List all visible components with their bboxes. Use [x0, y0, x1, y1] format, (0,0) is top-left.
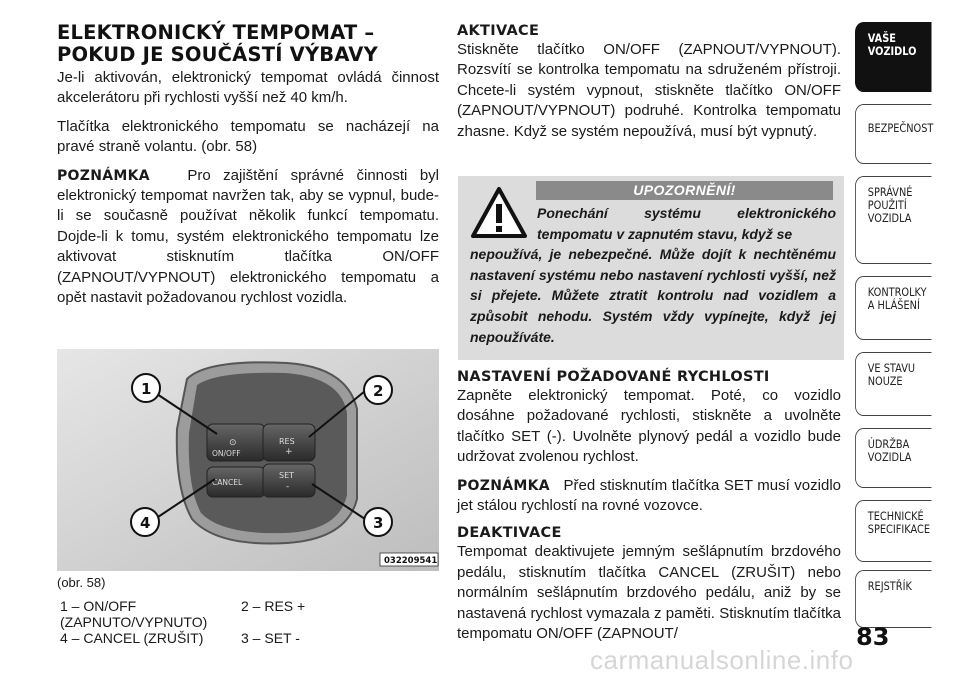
callout-1: 1: [141, 380, 152, 398]
tab-ve-stavu-nouze[interactable]: VE STAVU NOUZE: [855, 352, 932, 416]
intro-paragraph: Je-li aktivován, elektronický tempomat ovládá činnost akcelerátoru při rychlosti vyšší než 40 km/h.: [57, 69, 439, 107]
tab-vase-vozidlo[interactable]: VAŠE VOZIDLO: [855, 22, 932, 92]
callout-4: 4: [140, 514, 151, 532]
res-button-label: RES: [279, 437, 295, 446]
warning-text: [470, 203, 836, 347]
warning-title: UPOZORNĚNÍ!: [536, 181, 833, 200]
right-note-text: Před stisknutím tlačítka SET musí vozidlo jet stálou rychlostí na rovné vozovce.: [457, 476, 841, 515]
warning-box: [458, 176, 844, 360]
warning-text-rest: nepoužívá, je nebezpečné. Může dojít k nechtěnému nastavení systému nebo nastavení rychlosti vyšší, než si přejete. Můžete ztratit kontrolu nad vozidlem a způsobit nehodu. Systém vždy vypínejte, když jej nepoužíváte.: [470, 246, 836, 345]
deactivation-heading: DEAKTIVACE: [457, 525, 562, 542]
svg-text:⊙: ⊙: [229, 438, 237, 448]
callout-2: 2: [373, 382, 384, 400]
watermark: carmanualsonline.info: [590, 645, 854, 675]
page-number: 83: [856, 623, 890, 651]
legend-item-1: 1 – ON/OFF: [60, 598, 137, 614]
tab-technicke-specifikace[interactable]: TECHNICKÉ SPECIFIKACE: [855, 500, 932, 562]
deactivation-text: Tempomat deaktivujete jemným sešlápnutím brzdového pedálu, stisknutím tlačítka CANCEL (ZRUŠIT) nebo normálním sešlápnutím brzdového pedálu, aniž by se nastavená rychlost vymazala z paměti. Stisknutím tlačítka tempomatu ON/OFF (ZAPNOUT/: [457, 543, 841, 643]
note-text: Pro zajištění správné činnosti byl elektronický tempomat navržen tak, aby se vypnul, bude-li se současně používat několik funkcí tempomatu. Dojde-li k tomu, systém elektronického tempomatu lze aktivovat stisknutím tlačítka ON/OFF (ZAPNOUT/VYPNOUT) elektronického tempomatu a opět nastavit požadovanou rychlost vozidla.: [57, 166, 439, 307]
cancel-button-label: CANCEL: [212, 478, 243, 487]
set-speed-heading: NASTAVENÍ POŽADOVANÉ RYCHLOSTI: [457, 369, 770, 385]
section-title-line2: POKUD JE SOUČÁSTÍ VÝBAVY: [57, 43, 378, 66]
legend-item-2: 2 – RES +: [241, 598, 306, 614]
activation-heading: AKTIVACE: [457, 23, 540, 39]
callout-3: 3: [373, 514, 384, 532]
legend-item-4: 4 – CANCEL (ZRUŠIT): [60, 630, 204, 646]
right-note-label: POZNÁMKA: [457, 477, 550, 494]
buttons-location-paragraph: Tlačítka elektronického tempomatu se nacházejí na pravé straně volantu. (obr. 58): [57, 117, 439, 156]
legend-item-1-sub: (ZAPNUTO/VYPNUTO): [60, 614, 208, 630]
right-column: [457, 22, 841, 142]
set-button-label: SET: [279, 471, 295, 480]
tab-rejstrik[interactable]: REJSTŘÍK: [855, 570, 932, 628]
legend-item-3: 3 – SET -: [241, 630, 300, 646]
note-label: POZNÁMKA: [57, 167, 150, 184]
tab-spravne-pouziti[interactable]: SPRÁVNÉ POUŽITÍ VOZIDLA: [855, 176, 932, 264]
warning-text-first: Ponechání systému elektronického tempomatu v zapnutém stavu, když se: [537, 205, 836, 242]
tab-udrzba[interactable]: ÚDRŽBA VOZIDLA: [855, 428, 932, 488]
right-note-paragraph: [457, 476, 841, 517]
onoff-button-label: ON/OFF: [212, 449, 241, 458]
note-paragraph: [57, 166, 439, 309]
tab-bezpecnost[interactable]: BEZPEČNOST: [855, 104, 932, 164]
cruise-control-illustration: [57, 349, 439, 571]
left-column: [57, 22, 439, 316]
chapter-tabs: [855, 22, 945, 602]
image-code: 032209541: [384, 556, 438, 566]
tab-kontrolky[interactable]: KONTROLKY A HLÁŠENÍ: [855, 276, 932, 340]
activation-text: Stiskněte tlačítko ON/OFF (ZAPNOUT/VYPNOUT). Rozsvítí se kontrolka tempomatu na sdruženém přístroji. Chcete-li systém vypnout, stiskněte tlačítko ON/OFF (ZAPNOUT/VYPNOUT) podruhé. Kontrolka tempomatu zhasne. Když se systém nepoužívá, musí být vypnutý.: [457, 41, 841, 140]
right-column-lower: [457, 368, 841, 644]
res-button-sign: +: [285, 447, 293, 457]
set-speed-text: Zapněte elektronický tempomat. Poté, co vozidlo dosáhne požadované rychlosti, stiskněte a uvolněte tlačítko SET (-). Uvolněte plynový pedál a vozidlo bude udržovat zvolenou rychlost.: [457, 387, 841, 466]
set-button-sign: -: [286, 482, 290, 492]
section-title-line1: ELEKTRONICKÝ TEMPOMAT –: [57, 21, 375, 44]
figure-caption: (obr. 58): [57, 575, 106, 590]
steering-wheel-figure: [57, 349, 439, 571]
section-title: [57, 22, 439, 66]
